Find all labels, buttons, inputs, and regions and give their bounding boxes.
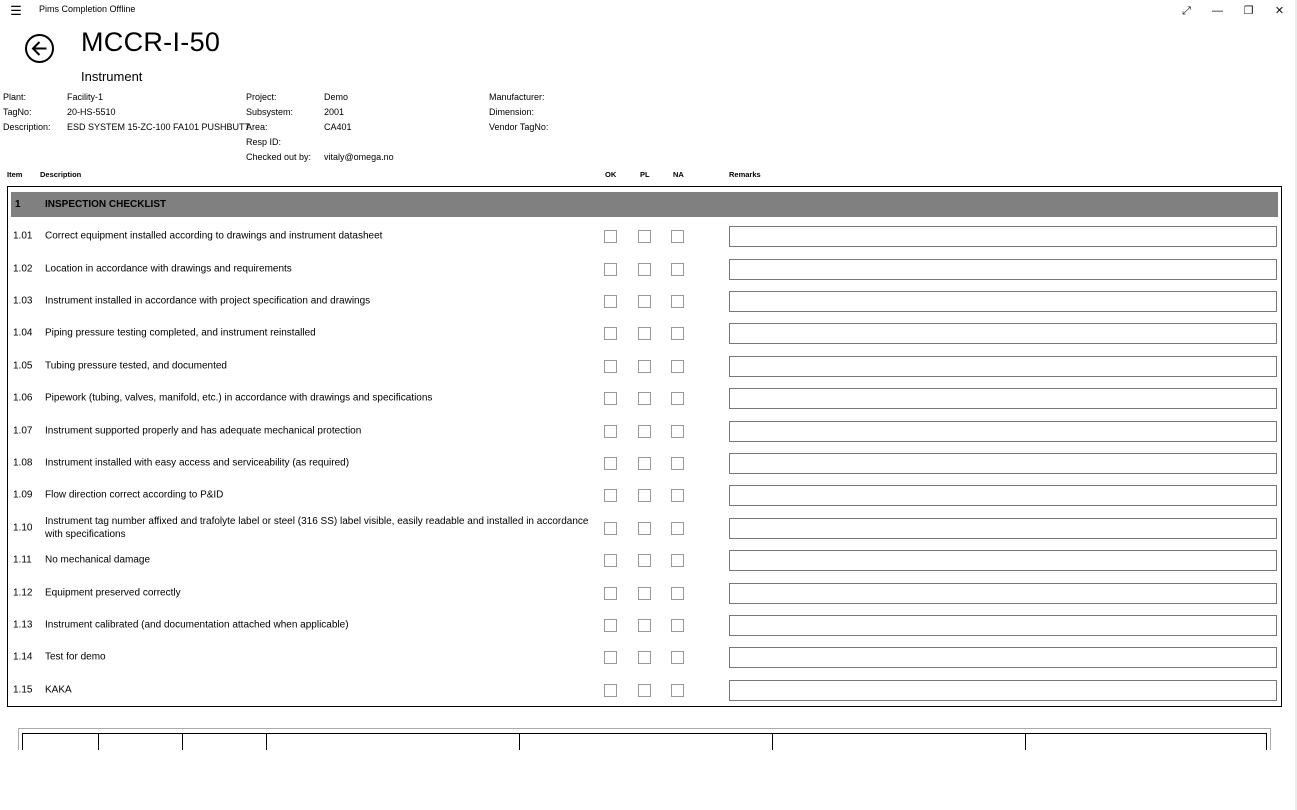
back-button[interactable] bbox=[25, 34, 54, 63]
item-description: Instrument calibrated (and documentation attached when applicable) bbox=[45, 619, 349, 631]
item-description: Instrument installed with easy access and serviceability (as required) bbox=[45, 457, 350, 469]
dimension-label: Dimension: bbox=[489, 107, 535, 117]
item-description: Instrument tag number affixed and trafolyte label or steel (316 SS) label visible, easily readable and installed in accordance with specifications bbox=[45, 515, 589, 540]
item-description: Equipment preserved correctly bbox=[45, 587, 181, 599]
pl-checkbox[interactable] bbox=[638, 651, 651, 664]
remarks-input[interactable] bbox=[729, 550, 1277, 571]
pl-checkbox[interactable] bbox=[638, 230, 651, 243]
item-description: Correct equipment installed according to drawings and instrument datasheet bbox=[45, 230, 383, 242]
checked-out-by-value: vitaly@omega.no bbox=[324, 152, 394, 162]
pl-checkbox[interactable] bbox=[638, 522, 651, 535]
na-checkbox[interactable] bbox=[671, 489, 684, 502]
checklist-row bbox=[8, 252, 1280, 284]
item-number: 1.11 bbox=[13, 554, 32, 566]
ok-checkbox[interactable] bbox=[604, 263, 617, 276]
checklist-row bbox=[8, 641, 1280, 673]
ok-checkbox[interactable] bbox=[604, 522, 617, 535]
pl-checkbox[interactable] bbox=[638, 554, 651, 567]
subsystem-label: Subsystem: bbox=[246, 107, 294, 117]
ok-checkbox[interactable] bbox=[604, 489, 617, 502]
item-description: Tubing pressure tested, and documented bbox=[45, 360, 227, 372]
column-header-remarks: Remarks bbox=[729, 170, 761, 179]
remarks-input[interactable] bbox=[729, 421, 1277, 442]
item-number: 1.15 bbox=[13, 684, 33, 696]
na-checkbox[interactable] bbox=[671, 327, 684, 340]
item-number: 1.01 bbox=[13, 230, 33, 242]
item-description: KAKA bbox=[45, 684, 72, 696]
checked-out-by-label: Checked out by: bbox=[246, 152, 312, 162]
item-number: 1.08 bbox=[13, 457, 33, 469]
remarks-input[interactable] bbox=[729, 388, 1277, 409]
ok-checkbox[interactable] bbox=[604, 587, 617, 600]
remarks-input[interactable] bbox=[729, 583, 1277, 604]
item-description: Piping pressure testing completed, and instrument reinstalled bbox=[45, 327, 316, 339]
column-header-description: Description bbox=[40, 170, 82, 179]
na-checkbox[interactable] bbox=[671, 522, 684, 535]
area-label: Area: bbox=[246, 122, 268, 132]
na-checkbox[interactable] bbox=[671, 651, 684, 664]
ok-checkbox[interactable] bbox=[604, 327, 617, 340]
checklist-row bbox=[8, 317, 1280, 349]
ok-checkbox[interactable] bbox=[604, 425, 617, 438]
pl-checkbox[interactable] bbox=[638, 489, 651, 502]
na-checkbox[interactable] bbox=[671, 554, 684, 567]
na-checkbox[interactable] bbox=[671, 587, 684, 600]
remarks-input[interactable] bbox=[729, 259, 1277, 280]
remarks-input[interactable] bbox=[729, 680, 1277, 701]
remarks-input[interactable] bbox=[729, 323, 1277, 344]
description-value: ESD SYSTEM 15-ZC-100 FA101 PUSHBUTT bbox=[67, 122, 251, 132]
remarks-input[interactable] bbox=[729, 453, 1277, 474]
section-title: INSPECTION CHECKLIST bbox=[45, 199, 167, 210]
pl-checkbox[interactable] bbox=[638, 457, 651, 470]
pl-checkbox[interactable] bbox=[638, 684, 651, 697]
ok-checkbox[interactable] bbox=[604, 295, 617, 308]
minimize-icon[interactable]: — bbox=[1212, 5, 1223, 17]
na-checkbox[interactable] bbox=[671, 392, 684, 405]
column-header-ok: OK bbox=[605, 170, 617, 179]
remarks-input[interactable] bbox=[729, 291, 1277, 312]
checklist-row bbox=[8, 609, 1280, 641]
checklist-row bbox=[8, 414, 1280, 446]
ok-checkbox[interactable] bbox=[604, 651, 617, 664]
back-arrow-icon bbox=[31, 40, 48, 57]
close-icon[interactable]: ✕ bbox=[1274, 5, 1285, 17]
item-number: 1.07 bbox=[13, 425, 33, 437]
item-number: 1.13 bbox=[13, 619, 33, 631]
hamburger-menu-icon[interactable]: ☰ bbox=[10, 3, 22, 18]
ok-checkbox[interactable] bbox=[604, 230, 617, 243]
fullscreen-icon[interactable]: ⤢ bbox=[1182, 5, 1191, 17]
remarks-input[interactable] bbox=[729, 647, 1277, 668]
column-header-pl: PL bbox=[640, 170, 650, 179]
na-checkbox[interactable] bbox=[671, 295, 684, 308]
remarks-input[interactable] bbox=[729, 518, 1277, 539]
section-header bbox=[11, 192, 1278, 217]
checklist-row bbox=[8, 285, 1280, 317]
pl-checkbox[interactable] bbox=[638, 425, 651, 438]
pl-checkbox[interactable] bbox=[638, 619, 651, 632]
pl-checkbox[interactable] bbox=[638, 392, 651, 405]
item-description: Flow direction correct according to P&ID bbox=[45, 489, 224, 501]
resp-id-label: Resp ID: bbox=[246, 137, 282, 147]
item-number: 1.03 bbox=[13, 295, 33, 307]
plant-value: Facility-1 bbox=[67, 92, 104, 102]
remarks-input[interactable] bbox=[729, 356, 1277, 377]
tagno-value: 20-HS-5510 bbox=[67, 107, 116, 117]
subsystem-value: 2001 bbox=[324, 107, 345, 117]
info-column-3 bbox=[489, 90, 689, 135]
column-header-na: NA bbox=[673, 170, 684, 179]
info-column-2 bbox=[246, 90, 476, 165]
checklist-row bbox=[8, 576, 1280, 608]
plant-label: Plant: bbox=[3, 92, 27, 102]
item-number: 1.09 bbox=[13, 489, 33, 501]
ok-checkbox[interactable] bbox=[604, 684, 617, 697]
description-label: Description: bbox=[3, 122, 51, 132]
ok-checkbox[interactable] bbox=[604, 619, 617, 632]
project-label: Project: bbox=[246, 92, 277, 102]
item-description: No mechanical damage bbox=[45, 554, 151, 566]
pl-checkbox[interactable] bbox=[638, 295, 651, 308]
item-description: Location in accordance with drawings and requirements bbox=[45, 263, 292, 275]
na-checkbox[interactable] bbox=[671, 263, 684, 276]
na-checkbox[interactable] bbox=[671, 457, 684, 470]
item-description: Instrument supported properly and has adequate mechanical protection bbox=[45, 425, 362, 437]
checklist-row bbox=[8, 382, 1280, 414]
item-number: 1.12 bbox=[13, 587, 33, 599]
pl-checkbox[interactable] bbox=[638, 360, 651, 373]
ok-checkbox[interactable] bbox=[604, 392, 617, 405]
restore-icon[interactable]: ❐ bbox=[1243, 5, 1254, 17]
na-checkbox[interactable] bbox=[671, 360, 684, 373]
checklist-row bbox=[8, 350, 1280, 382]
ok-checkbox[interactable] bbox=[604, 360, 617, 373]
page-title: MCCR-I-50 bbox=[81, 27, 221, 57]
checklist-row bbox=[8, 479, 1280, 511]
pl-checkbox[interactable] bbox=[638, 263, 651, 276]
area-value: CA401 bbox=[324, 122, 352, 132]
na-checkbox[interactable] bbox=[671, 619, 684, 632]
page-subtitle: Instrument bbox=[81, 69, 143, 84]
remarks-input[interactable] bbox=[729, 615, 1277, 636]
na-checkbox[interactable] bbox=[671, 230, 684, 243]
item-number: 1.02 bbox=[13, 263, 33, 275]
item-number: 1.06 bbox=[13, 392, 33, 404]
remarks-input[interactable] bbox=[729, 226, 1277, 247]
item-number: 1.05 bbox=[13, 360, 33, 372]
vendor-tagno-label: Vendor TagNo: bbox=[489, 122, 549, 132]
item-description: Pipework (tubing, valves, manifold, etc.) in accordance with drawings and specifications bbox=[45, 392, 433, 404]
ok-checkbox[interactable] bbox=[604, 457, 617, 470]
project-value: Demo bbox=[324, 92, 349, 102]
item-description: Instrument installed in accordance with project specification and drawings bbox=[45, 295, 371, 307]
section-number: 1 bbox=[15, 199, 21, 210]
checklist-row bbox=[8, 512, 1280, 544]
info-column-1 bbox=[3, 90, 251, 135]
manufacturer-label: Manufacturer: bbox=[489, 92, 545, 102]
item-description: Test for demo bbox=[45, 651, 106, 663]
title-bar bbox=[0, 0, 1297, 22]
item-number: 1.14 bbox=[13, 651, 33, 663]
item-number: 1.04 bbox=[13, 327, 33, 339]
checklist-row bbox=[8, 544, 1280, 576]
pl-checkbox[interactable] bbox=[638, 327, 651, 340]
na-checkbox[interactable] bbox=[671, 684, 684, 697]
app-title: Pims Completion Offline bbox=[39, 4, 136, 14]
tagno-label: TagNo: bbox=[3, 107, 32, 117]
item-number: 1.10 bbox=[13, 522, 33, 534]
na-checkbox[interactable] bbox=[671, 425, 684, 438]
column-header-item: Item bbox=[7, 170, 23, 179]
checklist-row bbox=[8, 674, 1280, 706]
checklist-row bbox=[8, 220, 1280, 252]
ok-checkbox[interactable] bbox=[604, 554, 617, 567]
checklist-row bbox=[8, 447, 1280, 479]
checklist-table bbox=[7, 186, 1282, 707]
pl-checkbox[interactable] bbox=[638, 587, 651, 600]
remarks-input[interactable] bbox=[729, 485, 1277, 506]
